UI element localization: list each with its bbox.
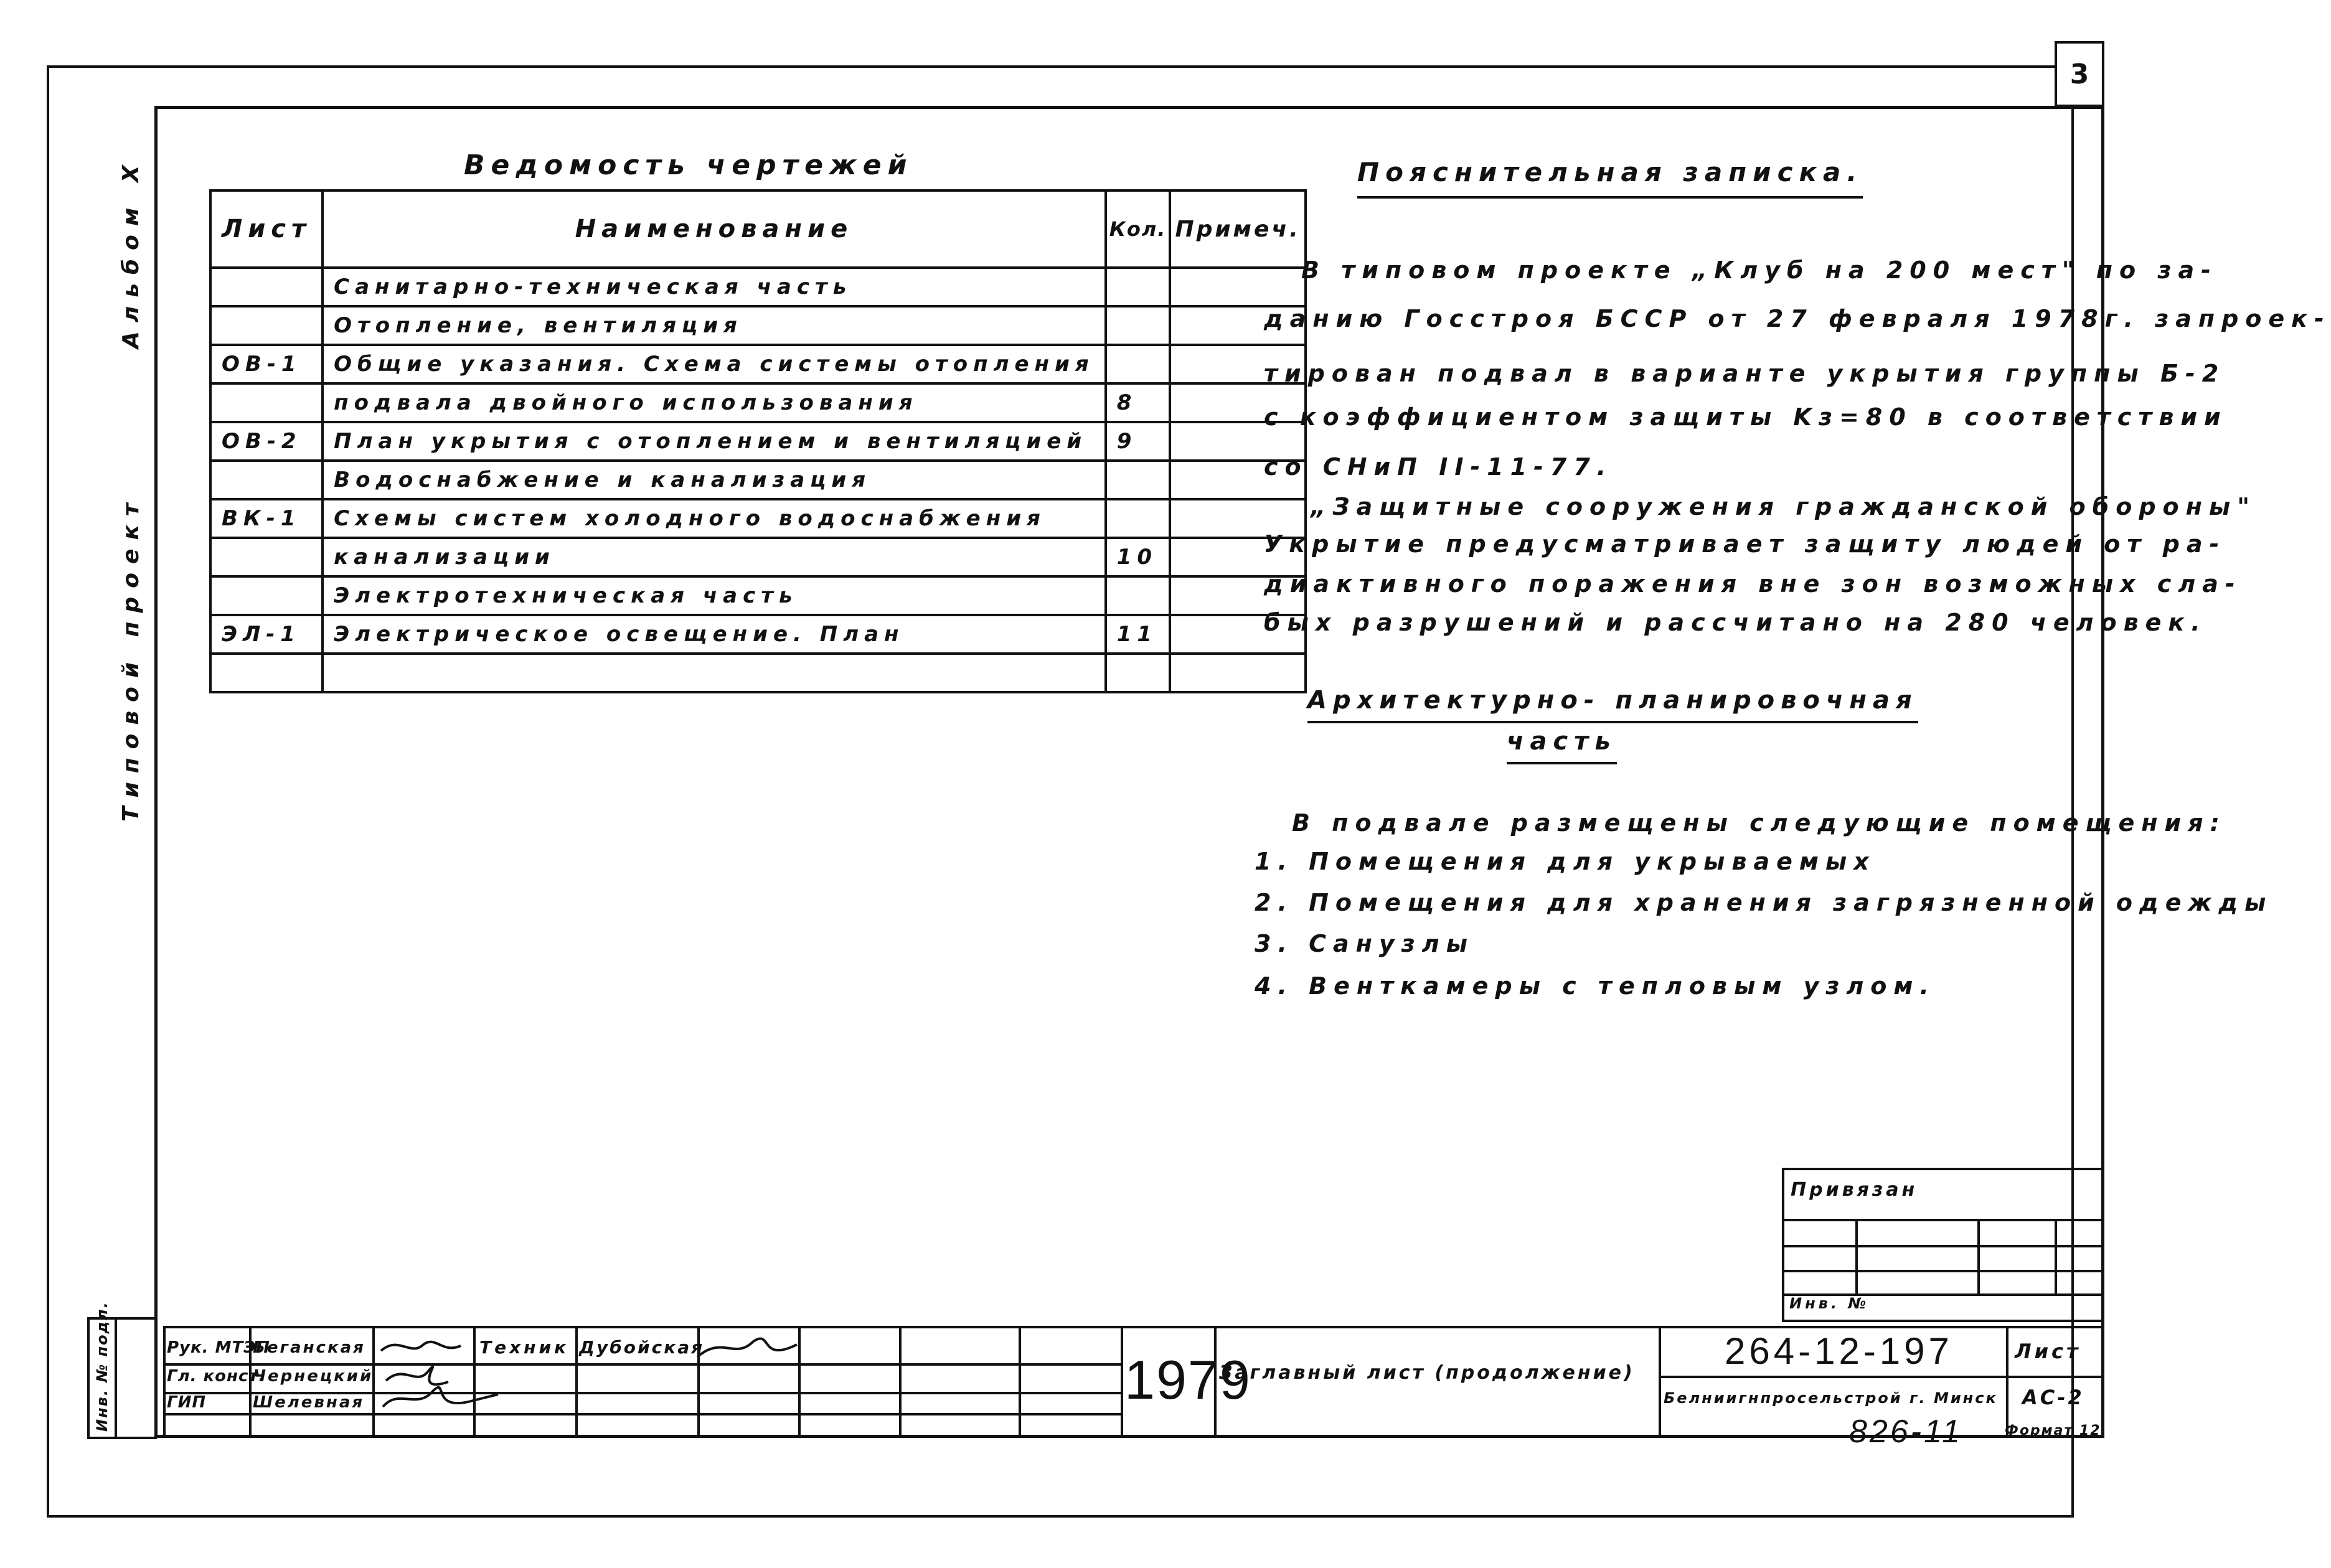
year: 1979 — [1124, 1349, 1251, 1411]
table-row — [210, 654, 1306, 692]
name-chief-designer: Чернецкий — [253, 1367, 374, 1386]
table-row: Санитарно-техническая часть — [210, 268, 1306, 306]
drawing-list-table — [209, 189, 1307, 693]
note-line: данию Госстроя БССР от 27 февраля 1978г. запроек- — [1264, 305, 2331, 332]
note-line: диактивного поражения вне зон возможных сла- — [1264, 570, 2242, 598]
sheet-title: Заглавный лист (продолжение) — [1219, 1362, 1635, 1384]
technician-role: Техник — [479, 1337, 570, 1358]
table-header-row — [210, 190, 1306, 268]
table-row: подвала двойного использования 8 — [210, 383, 1306, 422]
note-line: с коэффициентом защиты Kз=80 в соответствии — [1264, 403, 2228, 431]
binding-label: Привязан — [1791, 1179, 1918, 1201]
format-label: Формат 12 — [2005, 1423, 2101, 1439]
table-row: ВК-1 Схемы систем холодного водоснабжения — [210, 499, 1306, 538]
sheet-corner-number: 3 — [2055, 41, 2104, 107]
section-title: Архитектурно- планировочная — [1307, 686, 1918, 723]
doc-number: 264-12-197 — [1725, 1330, 1953, 1372]
table-row: канализации 10 — [210, 538, 1306, 576]
note-line: со СНиП II-11-77. — [1264, 453, 1613, 481]
inv-label: Инв. № подл. — [93, 1301, 111, 1432]
organization: Белниигнпросельстрой г. Минск — [1664, 1389, 1998, 1407]
list-title: Ведомость чертежей — [464, 149, 913, 181]
binding-inv-label: Инв. № — [1789, 1295, 1870, 1312]
table-row: Электротехническая часть — [210, 576, 1306, 615]
role-manager: Рук. МТЭП — [167, 1338, 271, 1357]
note-line: бых разрушений и рассчитано на 280 человек. — [1264, 609, 2207, 636]
sheet-code: АС-2 — [2022, 1386, 2084, 1409]
note-line: Укрытие предусматривает защиту людей от ра- — [1264, 530, 2226, 558]
table-row: Водоснабжение и канализация — [210, 461, 1306, 499]
side-project-label: Типовой проект — [118, 494, 144, 822]
note-title: Пояснительная записка. — [1357, 157, 1863, 199]
name-manager: Беганская — [253, 1338, 365, 1357]
room-item: 1. Помещения для укрываемых — [1255, 848, 1876, 875]
room-item: 2. Помещения для хранения загрязненной одежды — [1255, 889, 2273, 916]
room-item: 4. Венткамеры с тепловым узлом. — [1255, 972, 1936, 1000]
rooms-intro: В подвале размещены следующие помещения: — [1292, 809, 2226, 837]
name-gip: Шелевная — [253, 1393, 365, 1412]
note-line: В типовом проекте „Клуб на 200 мест" по за- — [1301, 256, 2218, 284]
role-chief-designer: Гл. конст. — [167, 1367, 266, 1386]
note-line: тирован подвал в варианте укрытия группы Б-2 — [1264, 360, 2226, 387]
room-item: 3. Санузлы — [1255, 930, 1474, 957]
header-name: Наименование — [323, 190, 1106, 268]
header-qty: Кол. — [1106, 190, 1170, 268]
signature-marks — [374, 1332, 809, 1419]
note-line: „Защитные сооружения гражданской обороны" — [1311, 493, 2257, 520]
header-note: Примеч. — [1170, 190, 1305, 268]
table-row: ОВ-2 План укрытия с отоплением и вентиляцией 9 — [210, 422, 1306, 461]
section-subtitle: часть — [1507, 727, 1617, 764]
table-row: ОВ-1 Общие указания. Схема системы отопления — [210, 345, 1306, 383]
sheet-label: Лист — [2015, 1340, 2081, 1363]
table-row: Отопление, вентиляция — [210, 306, 1306, 345]
table-row: ЭЛ-1 Электрическое освещение. План 11 — [210, 615, 1306, 654]
role-gip: ГИП — [167, 1393, 207, 1412]
technician-name: Дубойская — [579, 1337, 705, 1358]
side-album-label: Альбом Х — [118, 156, 144, 349]
header-sheet: Лист — [210, 190, 323, 268]
archive-number: 826-11 — [1849, 1414, 1963, 1450]
